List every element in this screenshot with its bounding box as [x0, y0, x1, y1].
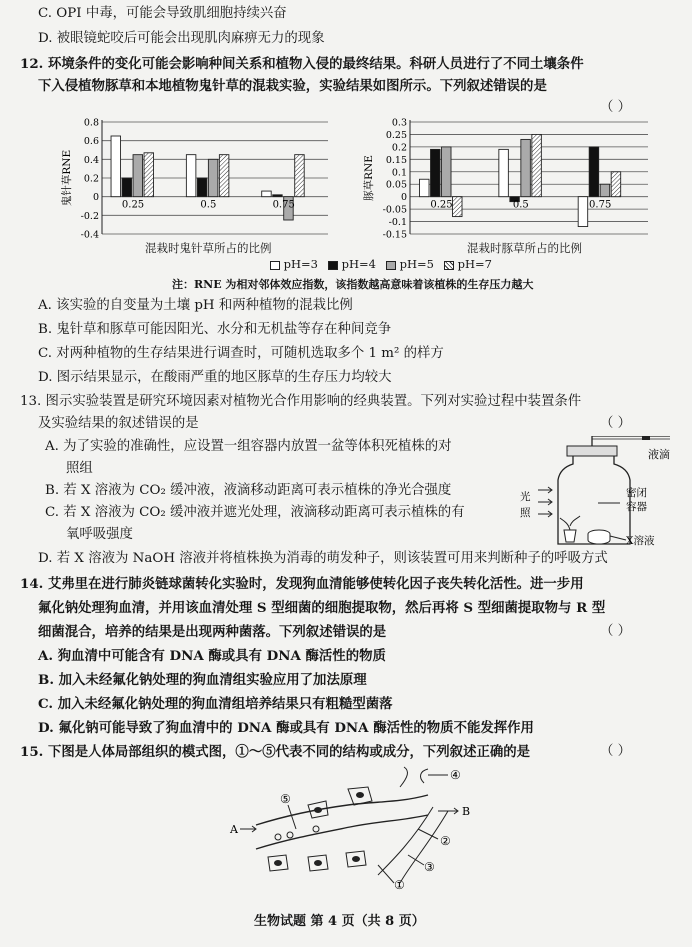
q13-option-a-line2: 照组 [66, 461, 93, 476]
q12-option-b: B. 鬼针草和豚草可能因阳光、水分和无机盐等存在种间竞争 [38, 322, 392, 337]
q13-option-d: D. 若 X 溶液为 NaOH 溶液并将植株换为消毒的萌发种子，则该装置可用来判断种子的呼吸方式 [38, 551, 608, 566]
label-drop: 液滴 [648, 448, 670, 461]
q15-answer-bracket: （ ） [600, 744, 632, 759]
right-bar-0.5-pH=3 [499, 149, 509, 196]
legend-ph5: pH=5 [386, 257, 434, 271]
right-bar-0.25-pH=3 [420, 179, 430, 196]
left-ytick: 0.4 [83, 154, 99, 166]
q12-option-d: D. 图示结果显示，在酸雨严重的地区豚草的生存压力均较大 [38, 370, 392, 385]
left-bar-0.5-pH=3 [186, 155, 196, 197]
right-ylabel: 豚草RNE [363, 155, 375, 201]
right-bar-0.5-pH=5 [521, 139, 531, 196]
label-light1: 光 [520, 491, 531, 503]
chart-left-xlabel: 混栽时鬼针草所占的比例 [145, 241, 272, 255]
right-bar-0.75-pH=7 [611, 172, 621, 197]
chart-note: 注：RNE 为相对邻体效应指数，该指数越高意味着该植株的生存压力越大 [172, 278, 534, 291]
left-bar-0.5-pH=7 [219, 155, 229, 197]
label-light2: 照 [520, 507, 531, 519]
q13-stem-line1: 13. 图示实验装置是研究环境因素对植物光合作用影响的经典装置。下列对实验过程中装置条件 [20, 394, 582, 409]
left-bar-0.75-pH=7 [295, 155, 305, 197]
label-b: B [462, 805, 471, 818]
label-x-solution: X溶液 [626, 535, 655, 547]
q13-option-c-line1: C. 若 X 溶液为 CO₂ 缓冲液并遮光处理，液滴移动距离可表示植株的有 [45, 505, 465, 520]
label-sealed2: 容器 [626, 501, 647, 513]
q14-answer-bracket: （ ） [600, 624, 632, 639]
right-ytick: 0.3 [391, 118, 407, 129]
legend-ph7: pH=7 [444, 257, 492, 271]
label-1: ① [394, 878, 405, 892]
left-ytick: 0.6 [83, 136, 99, 148]
right-xtick: 0.75 [589, 199, 612, 211]
right-ytick: -0.15 [382, 229, 407, 241]
q12-answer-bracket: （ ） [600, 100, 632, 115]
right-bar-0.25-pH=7 [453, 197, 463, 217]
label-5: ⑤ [280, 792, 291, 806]
q13-option-a-line1: A. 为了实验的准确性，应设置一组容器内放置一盆等体积死植株的对 [45, 439, 452, 454]
right-ytick: 0.1 [391, 167, 407, 179]
legend-ph3: pH=3 [270, 257, 318, 271]
chart-right [362, 118, 652, 258]
left-xtick: 0.25 [121, 199, 145, 211]
right-bar-0.75-pH=4 [589, 147, 599, 197]
left-bar-0.25-pH=7 [144, 153, 154, 197]
q12-stem-line2: 下入侵植物豚草和本地植物鬼针草的混栽实验，实验结果如图所示。下列叙述错误的是 [38, 78, 547, 94]
q14-stem-line3: 细菌混合，培养的结果是出现两种菌落。下列叙述错误的是 [38, 624, 387, 640]
right-bar-0.25-pH=4 [431, 149, 441, 196]
legend-ph4: pH=4 [328, 257, 376, 271]
q13-stem-line2: 及实验结果的叙述错误的是 [38, 416, 199, 431]
q14-option-c: C. 加入未经氟化钠处理的狗血清组培养结果只有粗糙型菌落 [38, 696, 393, 712]
right-bar-0.5-pH=7 [532, 134, 542, 196]
q14-option-b: B. 加入未经氟化钠处理的狗血清组实验应用了加法原理 [38, 672, 367, 688]
q15-stem: 15. 下图是人体局部组织的模式图，①～⑤代表不同的结构或成分，下列叙述正确的是 [20, 744, 531, 760]
left-bar-0.5-pH=4 [197, 178, 207, 197]
label-2: ② [440, 834, 451, 848]
left-ytick: 0.2 [83, 173, 99, 185]
option-d-prev: D. 被眼镜蛇咬后可能会出现肌肉麻痹无力的现象 [38, 31, 325, 46]
q15-tissue-figure [228, 765, 488, 895]
left-ytick: 0.8 [83, 118, 99, 129]
left-bar-0.25-pH=4 [122, 178, 132, 197]
right-ytick: 0.05 [385, 179, 407, 191]
q13-answer-bracket: （ ） [600, 416, 632, 431]
right-ytick: -0.1 [388, 217, 407, 229]
right-bar-0.75-pH=3 [578, 197, 588, 227]
q13-apparatus-figure [510, 436, 680, 556]
left-xtick: 0.75 [272, 199, 295, 211]
q12-option-c: C. 对两种植物的生存结果进行调查时，可随机选取多个 1 m² 的样方 [38, 346, 444, 361]
left-ytick: -0.2 [80, 210, 99, 222]
label-a: A [230, 823, 238, 836]
right-xtick: 0.5 [512, 199, 529, 211]
option-c-prev: C. OPI 中毒，可能会导致肌细胞持续兴奋 [38, 6, 287, 21]
left-bar-0.5-pH=5 [208, 159, 218, 196]
left-bar-0.75-pH=4 [273, 195, 283, 197]
q13-option-c-line2: 氧呼吸强度 [66, 527, 133, 542]
right-ytick: 0 [400, 192, 407, 204]
label-4: ④ [450, 768, 461, 782]
q13-option-b: B. 若 X 溶液为 CO₂ 缓冲液，液滴移动距离可表示植株的净光合强度 [45, 483, 452, 498]
left-ytick: -0.4 [80, 229, 99, 241]
right-ytick: 0.2 [391, 142, 407, 154]
left-bar-0.25-pH=3 [111, 136, 121, 197]
chart-legend [270, 257, 492, 271]
chart-left [60, 118, 330, 258]
left-bar-0.25-pH=5 [133, 155, 143, 197]
q14-option-a: A. 狗血清中可能含有 DNA 酶或具有 DNA 酶活性的物质 [38, 648, 386, 664]
left-ylabel: 鬼针草RNE [61, 149, 73, 207]
chart-right-xlabel: 混栽时豚草所占的比例 [467, 241, 582, 255]
q12-option-a: A. 该实验的自变量为土壤 pH 和两种植物的混栽比例 [38, 298, 353, 313]
q14-option-d: D. 氟化钠可能导致了狗血清中的 DNA 酶或具有 DNA 酶活性的物质不能发挥作用 [38, 720, 534, 736]
q12-stem-line1: 12. 环境条件的变化可能会影响种间关系和植物入侵的最终结果。科研人员进行了不同土壤条件 [20, 56, 584, 72]
page-footer: 生物试题 第 4 页（共 8 页） [254, 914, 425, 929]
label-3: ③ [424, 860, 435, 874]
right-ytick: -0.05 [382, 204, 407, 216]
right-ytick: 0.15 [385, 154, 407, 166]
right-bar-0.25-pH=5 [442, 147, 452, 197]
left-bar-0.75-pH=3 [262, 191, 272, 197]
right-xtick: 0.25 [430, 199, 453, 211]
right-ytick: 0.25 [385, 129, 407, 141]
left-ytick: 0 [92, 192, 99, 204]
q14-stem-line1: 14. 艾弗里在进行肺炎链球菌转化实验时，发现狗血清能够使转化因子丧失转化活性。进一步用 [20, 576, 584, 592]
q14-stem-line2: 氟化钠处理狗血清，并用该血清处理 S 型细菌的细胞提取物，然后再将 S 型细菌提取物与 R 型 [38, 600, 606, 616]
left-xtick: 0.5 [200, 199, 217, 211]
right-bar-0.75-pH=5 [600, 184, 610, 196]
label-sealed1: 密闭 [626, 487, 647, 499]
